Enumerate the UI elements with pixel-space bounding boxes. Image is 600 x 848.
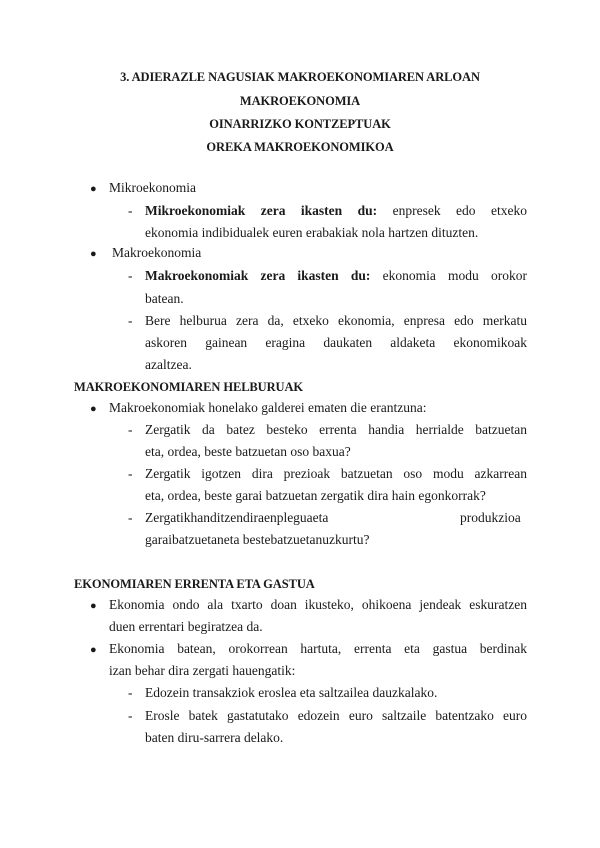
micro-label: Mikroekonomia [109,180,196,195]
dash-icon: - [128,422,133,437]
macro-definition [145,268,527,284]
goals-intro: Makroekonomiak honelako galderei ematen die erantzuna: [109,400,427,415]
micro-definition-line2: ekonomia indibidualek euren erabakiak nola hartzen dituzten. [145,225,479,240]
bullet-icon: ● [90,248,97,260]
dash-icon: - [128,685,133,700]
question3-line1b: produkzioa [460,510,521,525]
macro-label: Makroekonomia [112,245,202,260]
bullet2-line1: Ekonomia batean, orokorrean hartuta, errenta eta gastua berdinak [109,641,527,656]
title-chapter: 3. ADIERAZLE NAGUSIAK MAKROEKONOMIAREN ARLOAN [120,70,480,84]
bullet1-line1: Ekonomia ondo ala txarto doan ikusteko, ohikoena jendeak eskuratzen [109,597,527,612]
macro-definition-rest: ekonomia modu orokor [370,268,527,283]
question3-line1a: Zergatikhanditzendiraenpleguaeta [145,510,329,525]
heading-income-expenditure: EKONOMIAREN ERRENTA ETA GASTUA [74,577,315,591]
micro-definition-rest: enpresek edo etxeko [377,203,527,218]
reason1: Edozein transakziok eroslea eta saltzailea dauzkalako. [145,685,438,700]
bullet-icon: ● [90,183,97,195]
dash-icon: - [128,268,133,283]
bullet-icon: ● [90,644,97,656]
title-basic-concepts: OINARRIZKO KONTZEPTUAK [209,117,391,131]
macro-definition-bold: Makroekonomiak zera ikasten du: [145,268,371,283]
title-equilibrium: OREKA MAKROEKONOMIKOA [206,140,394,154]
goal-line1: Bere helburua zera da, etxeko ekonomia, enpresa edo merkatu [145,313,527,328]
micro-definition-bold: Mikroekonomiak zera ikasten du: [145,203,378,218]
bullet-icon: ● [90,600,97,612]
dash-icon: - [128,203,133,218]
question1-line2: eta, ordea, beste batzuetan oso baxua? [145,444,351,459]
question2-line1: Zergatik igotzen dira prezioak batzuetan oso modu azkarrean [145,466,527,481]
goal-line3: azaltzea. [145,357,192,372]
bullet1-line2: duen errentari begiratzea da. [109,619,263,634]
question2-line2: eta, ordea, beste garai batzuetan zergatik dira hain egonkorrak? [145,488,486,503]
question3-line2: garaibatzuetaneta bestebatzuetanuzkurtu? [145,532,370,547]
dash-icon: - [128,510,133,525]
dash-icon: - [128,313,133,328]
reason2-line2: baten diru-sarrera delako. [145,730,284,745]
dash-icon: - [128,466,133,481]
title-macroeconomy: MAKROEKONOMIA [239,94,361,108]
dash-icon: - [128,708,133,723]
heading-macro-goals: MAKROEKONOMIAREN HELBURUAK [74,380,304,394]
bullet2-line2: izan behar dira zergati hauengatik: [109,663,296,678]
bullet-icon: ● [90,403,97,415]
goal-line2: askoren gainean eragina daukaten aldaketa ekonomikoak [145,335,527,350]
macro-definition-line2: batean. [145,291,184,306]
question1-line1: Zergatik da batez besteko errenta handia herrialde batzuetan [145,422,527,437]
reason2-line1: Erosle batek gastatutako edozein euro saltzaile batentzako euro [145,708,527,723]
micro-definition [145,203,527,219]
